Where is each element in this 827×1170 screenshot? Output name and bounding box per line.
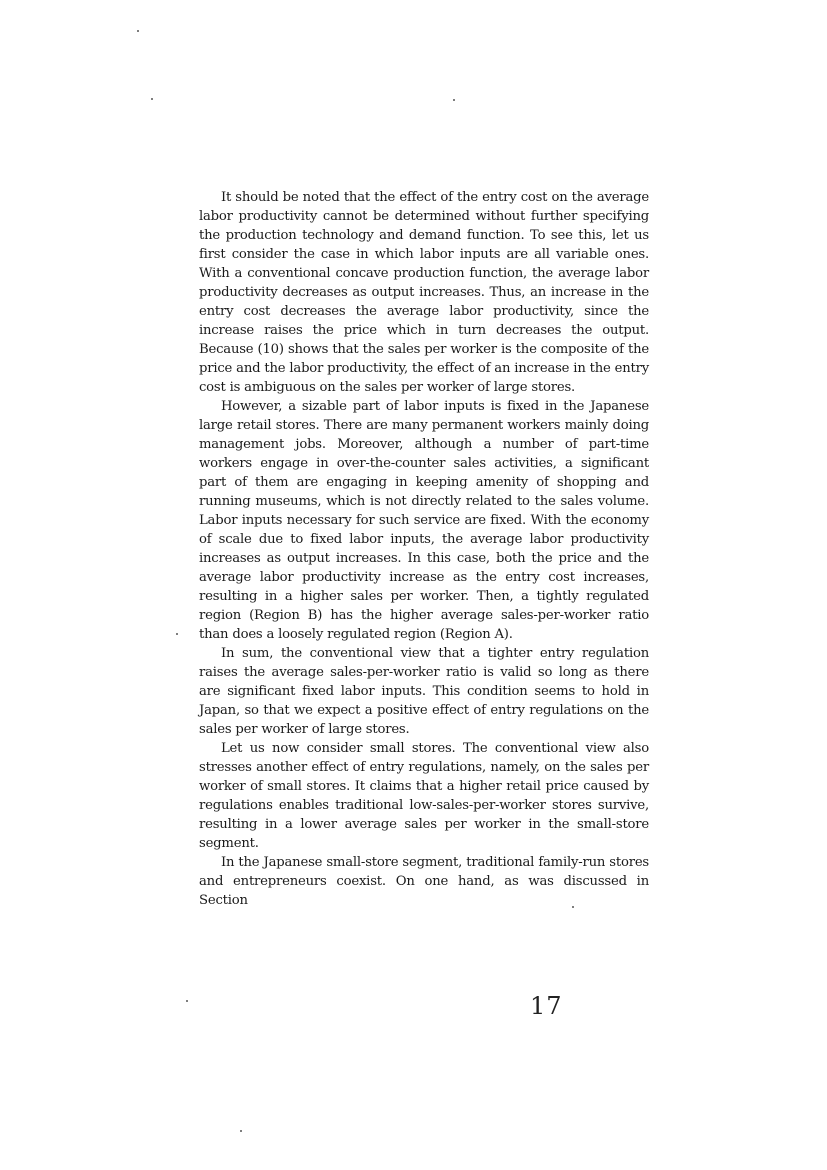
body-text: [199, 188, 649, 910]
scan-speck: [186, 1000, 188, 1002]
scan-speck: [240, 1130, 242, 1132]
scan-speck: [572, 906, 574, 908]
paragraph-entry-cost-effect: It should be noted that the effect of the entry cost on the average labor productivity cannot be determined without further specifying the production technology and demand function. To see this, let us first consider the case in which labor inputs are all variable ones. With a conventional concave production function, the average labor productivity decreases as output increases. Thus, an increase in the entry cost decreases the average labor productivity, since the increase raises the price which in turn decreases the output. Because (10) shows that the sales per worker is the composite of the price and the labor productivity, the effect of an increase in the entry cost is ambiguous on the sales per worker of large stores.: [199, 190, 649, 395]
paragraph-small-store-segment: In the Japanese small-store segment, traditional family-run stores and entrepreneurs coexist. On one hand, as was discussed in Section: [199, 855, 649, 908]
scan-speck: [453, 99, 455, 101]
paragraph-in-sum: In sum, the conventional view that a tighter entry regulation raises the average sales-per-worker ratio is valid so long as there are significant fixed labor inputs. This condition seems to hold in Japan, so that we expect a positive effect of entry regulations on the sales per worker of large stores.: [199, 646, 649, 737]
scan-speck: [151, 98, 153, 100]
scan-speck: [176, 633, 178, 635]
scan-speck: [137, 30, 139, 32]
paragraph-small-stores: Let us now consider small stores. The conventional view also stresses another effect of entry regulations, namely, on the sales per worker of small stores. It claims that a higher retail price caused by regulations enables traditional low-sales-per-worker stores survive, resulting in a lower average sales per worker in the small-store segment.: [199, 741, 649, 851]
page-number: 17: [530, 992, 563, 1020]
paragraph-fixed-labor-inputs: However, a sizable part of labor inputs is fixed in the Japanese large retail stores. There are many permanent workers mainly doing management jobs. Moreover, although a number of part-time workers engage in over-the-counter sales activities, a significant part of them are engaging in keeping amenity of shopping and running museums, which is not directly related to the sales volume. Labor inputs necessary for such service are fixed. With the economy of scale due to fixed labor inputs, the average labor productivity increases as output increases. In this case, both the price and the average labor productivity increase as the entry cost increases, resulting in a higher sales per worker. Then, a tightly regulated region (Region B) has the higher average sales-per-worker ratio than does a loosely regulated region (Region A).: [199, 399, 649, 642]
